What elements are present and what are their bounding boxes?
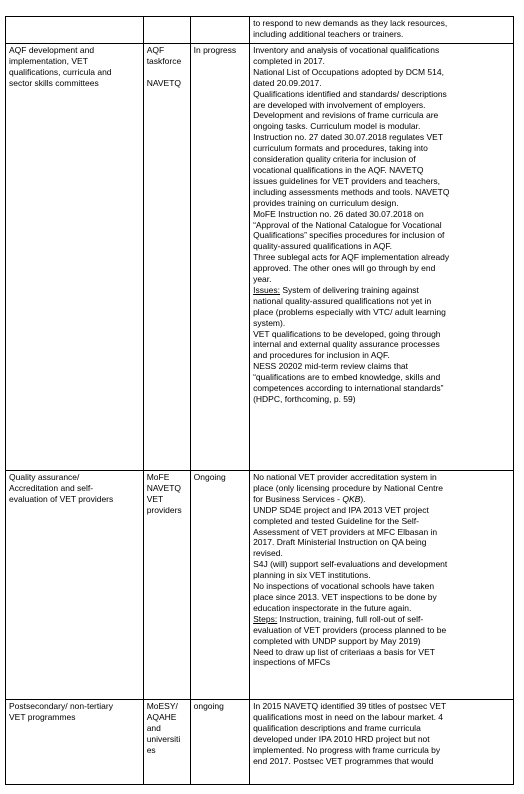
details-line: qualification descriptions and frame curricula [253, 722, 421, 733]
status-text: ongoing [193, 701, 224, 711]
responsible-line: MoESY/ [146, 701, 178, 711]
measures-table [5, 16, 514, 785]
details-line: In 2015 NAVETQ identified 39 titles of postsec VET [253, 701, 447, 711]
steps-text: Instruction, training, full roll-out of self- [277, 613, 424, 624]
issues-label: Issues: [253, 284, 281, 295]
measure-line: qualifications, curricula and [9, 66, 112, 77]
details-line: curriculum formats and procedures, taking into [253, 143, 428, 154]
details-line: Three sublegal acts for AQF implementation already [253, 252, 450, 263]
responsible-cell [143, 17, 190, 44]
responsible-line: NAVETQ [146, 77, 182, 88]
details-line: quality-assured qualifications in AQF. [253, 241, 392, 252]
details-line: No national VET provider accreditation system in [253, 472, 437, 482]
responsible-line: VET [146, 493, 164, 504]
status-cell [190, 17, 249, 44]
details-line: dated 20.09.2017. [253, 77, 322, 88]
status-text: Ongoing [193, 472, 226, 482]
details-italic: QKB [342, 493, 361, 504]
issues-line [253, 285, 510, 296]
table-row [6, 700, 514, 785]
details-line: education inspectorate in the future again. [253, 602, 412, 613]
spacer [147, 67, 187, 78]
details-line: vocational qualifications in the AQF. NAVETQ [253, 164, 424, 175]
status-text: In progress [193, 45, 237, 55]
details-line: end 2017. Postsec VET programmes that would [253, 755, 434, 766]
status-cell [190, 700, 249, 785]
measure-cell [6, 471, 144, 700]
details-line: competences according to international standards” [253, 383, 444, 394]
responsible-cell [143, 700, 190, 785]
details-line: (HDPC, forthcoming, p. 59) [253, 394, 356, 404]
details-line: Assessment of VET providers at MFC Elbasan in [253, 526, 438, 537]
details-cell [250, 17, 514, 44]
details-line: completed in 2017. [253, 55, 325, 66]
details-line: Inventory and analysis of vocational qualifications [253, 45, 440, 55]
details-line: “qualifications are to embed knowledge, skills and [253, 372, 441, 383]
details-line: planning in six VET institutions. [253, 570, 371, 581]
details-line: completed with UNDP support by May 2019) [253, 635, 421, 646]
details-line: Instruction no. 27 dated 30.07.2018 regulates VET [253, 132, 444, 143]
details-line: place (only licensing procedure by National Centre [253, 482, 444, 493]
details-line: National List of Occupations adopted by DCM 514, [253, 66, 444, 77]
details-line: system). [253, 317, 286, 328]
details-text: ). [360, 493, 366, 504]
details-line: Qualifications” specifies procedures for inclusion of [253, 230, 445, 241]
status-cell [190, 471, 249, 700]
status-cell [190, 44, 249, 471]
details-line: provides training on curriculum design. [253, 197, 399, 208]
details-line: revised. [253, 548, 283, 559]
issues-text: System of delivering training against [280, 284, 419, 295]
table-row [6, 44, 514, 471]
measure-line: implementation, VET [9, 55, 88, 66]
responsible-line: MoFE [146, 472, 170, 482]
measure-line: evaluation of VET providers [9, 493, 114, 504]
details-cell [250, 700, 514, 785]
details-line: completed and tested Guideline for the Self- [253, 515, 419, 526]
details-line: MoFE Instruction no. 26 dated 30.07.2018 on [253, 208, 424, 219]
details-line: VET qualifications to be developed, going through [253, 328, 441, 339]
details-line: to respond to new demands as they lack resources, [253, 18, 448, 28]
responsible-cell [143, 44, 190, 471]
responsible-line: providers [146, 504, 182, 515]
details-line: including assessments methods and tools. NAVETQ [253, 186, 450, 197]
details-line: national quality-assured qualifications not yet in [253, 295, 432, 306]
measure-cell [6, 44, 144, 471]
steps-label: Steps: [253, 613, 278, 624]
details-line: UNDP SD4E project and IPA 2013 VET project [253, 504, 429, 515]
responsible-line: and [146, 722, 161, 733]
table-row [6, 17, 514, 44]
details-line: place since 2013. VET inspections to be done by [253, 591, 437, 602]
table-row [6, 471, 514, 700]
details-line: issues guidelines for VET providers and teachers, [253, 175, 441, 186]
responsible-line: AQAHE [146, 711, 177, 722]
details-line: Qualifications identified and standards/ descriptions [253, 88, 447, 99]
details-line: and procedures for inclusion in AQF. [253, 350, 390, 361]
measure-line: Accreditation and self- [9, 482, 94, 493]
details-line: evaluation of VET providers (process planned to be [253, 624, 447, 635]
details-line: approved. The other ones will go through by end [253, 263, 436, 274]
measure-line: sector skills committees [9, 77, 99, 88]
details-text: for Business Services - [253, 493, 343, 504]
details-line: are developed with involvement of employers. [253, 99, 426, 110]
details-line: including additional teachers or trainers. [253, 28, 404, 39]
details-line: qualifications most in need on the labour market. 4 [253, 711, 444, 722]
responsible-line: NAVETQ [146, 482, 182, 493]
details-cell [250, 471, 514, 700]
details-line: year. [253, 274, 272, 285]
measure-line: Quality assurance/ [9, 472, 80, 482]
details-line: inspections of MFCs [253, 657, 331, 668]
responsible-line: taskforce [146, 55, 182, 66]
details-line: S4J (will) support self-evaluations and development [253, 559, 448, 570]
details-line [253, 494, 510, 505]
details-line: place (problems especially with VTC/ adult learning [253, 306, 446, 317]
details-line: consideration quality criteria for inclusion of [253, 154, 416, 165]
measure-cell [6, 700, 144, 785]
details-line: NESS 20202 mid-term review claims that [253, 361, 409, 372]
details-line: 2017. Draft Ministerial Instruction on QA being [253, 537, 427, 548]
responsible-line: AQF [146, 45, 165, 55]
steps-line [253, 614, 510, 625]
measure-cell [6, 17, 144, 44]
details-line: No inspections of vocational schools have taken [253, 581, 435, 592]
details-line: implemented. No progress with frame curricula by [253, 744, 441, 755]
details-line: ongoing tasks. Curriculum model is modular. [253, 121, 421, 132]
details-line: Development and revisions of frame curricula are [253, 110, 439, 121]
measure-line: AQF development and [9, 45, 95, 55]
details-cell [250, 44, 514, 471]
details-line: Need to draw up list of criteriaas a basis for VET [253, 646, 435, 657]
responsible-line: es [146, 744, 156, 755]
measure-line: VET programmes [9, 711, 76, 722]
details-line: “Approval of the National Catalogue for Vocational [253, 219, 442, 230]
details-line: developed under IPA 2010 HRD project but not [253, 733, 430, 744]
measure-line: Postsecondary/ non-tertiary [9, 701, 113, 711]
details-line: internal and external quality assurance processes [253, 339, 440, 350]
responsible-cell [143, 471, 190, 700]
responsible-line: universiti [146, 733, 181, 744]
